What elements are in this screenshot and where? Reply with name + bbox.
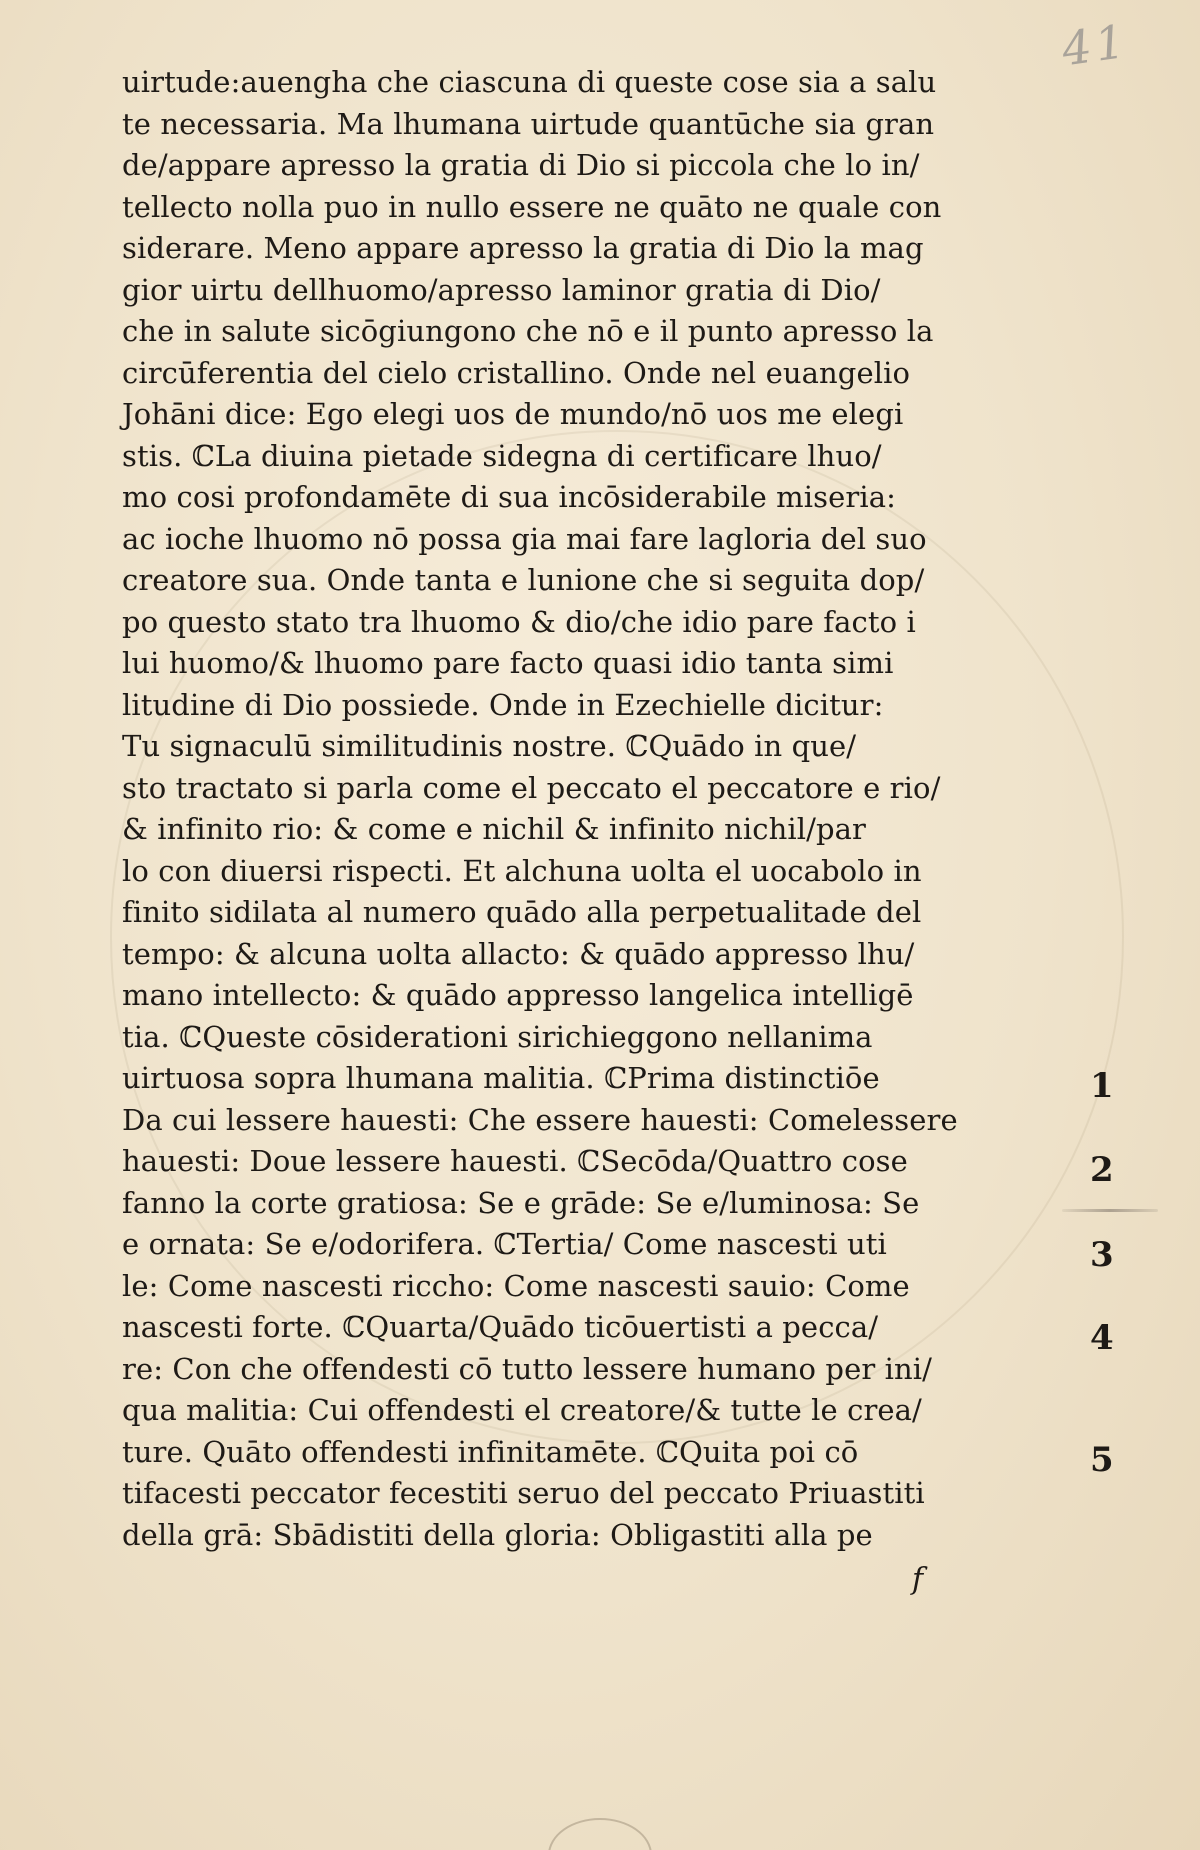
signature-mark: f: [912, 1562, 924, 1597]
text-line: tia. ℂQueste cōsiderationi sirichieggono nellanima: [122, 1019, 873, 1054]
margin-number-5: 5: [1090, 1440, 1114, 1480]
margin-number-1: 1: [1090, 1066, 1114, 1106]
text-line: le: Come nascesti riccho: Come nascesti sauio: Come: [122, 1268, 910, 1303]
text-line: lo con diuersi rispecti. Et alchuna uolta el uocabolo in: [122, 853, 922, 888]
text-line: hauesti: Doue lessere hauesti. ℂSecōda/Quattro cose: [122, 1144, 908, 1178]
text-line: nascesti forte. ℂQuarta/Quādo ticōuertisti a pecca/: [122, 1310, 879, 1344]
text-line: tellecto nolla puo in nullo essere ne quāto ne quale con: [122, 189, 942, 224]
text-line: po questo stato tra lhuomo & dio/che idio pare facto i: [122, 604, 916, 639]
folio-number: 41: [1058, 13, 1132, 77]
text-line: e ornata: Se e/odorifera. ℂTertia/ Come nascesti uti: [122, 1227, 887, 1261]
text-line: siderare. Meno appare apresso la gratia di Dio la mag: [122, 231, 924, 265]
text-line: tifacesti peccator fecestiti seruo del peccato Priuastiti: [122, 1476, 925, 1510]
text-line: della grā: Sbādistiti della gloria: Obligastiti alla pe: [122, 1517, 873, 1552]
text-line: re: Con che offendesti cō tutto lessere humano per ini/: [122, 1351, 933, 1386]
text-line: ture. Quāto offendesti infinitamēte. ℂQuita poi cō: [122, 1434, 859, 1469]
text-line: Tu signaculū similitudinis nostre. ℂQuādo in que/: [122, 729, 857, 763]
paper-mark: [548, 1818, 652, 1850]
text-line: che in salute sicōgiungono che nō e il punto apresso la: [122, 314, 934, 348]
text-line: & infinito rio: & come e nichil & infinito nichil/par: [122, 812, 866, 846]
text-line: te necessaria. Ma lhumana uirtude quantūche sia gran: [122, 106, 935, 141]
margin-number-3: 3: [1090, 1235, 1114, 1275]
text-line: mano intellecto: & quādo appresso langelica intelligē: [122, 978, 914, 1012]
text-line: qua malitia: Cui offendesti el creatore/& tutte le crea/: [122, 1393, 922, 1427]
text-line: stis. ℂLa diuina pietade sidegna di certificare lhuo/: [122, 438, 882, 473]
text-line: fanno la corte gratiosa: Se e grāde: Se e/luminosa: Se: [122, 1185, 920, 1220]
text-line: tempo: & alcuna uolta allacto: & quādo appresso lhu/: [122, 936, 915, 971]
text-line: ac ioche lhuomo nō possa gia mai fare lagloria del suo: [122, 521, 927, 556]
text-line: gior uirtu dellhuomo/apresso laminor gratia di Dio/: [122, 272, 881, 307]
text-line: de/appare apresso la gratia di Dio si piccola che lo in/: [122, 148, 920, 182]
text-line: mo cosi profondamēte di sua incōsiderabile miseria:: [122, 480, 896, 514]
text-line: Da cui lessere hauesti: Che essere hauesti: Comelessere: [122, 1102, 958, 1137]
margin-number-2: 2: [1090, 1150, 1114, 1190]
text-line: finito sidilata al numero quādo alla perpetualitade del: [122, 895, 922, 929]
text-line: lui huomo/& lhuomo pare facto quasi idio tanta simi: [122, 646, 894, 680]
text-line: circūferentia del cielo cristallino. Onde nel euangelio: [122, 355, 911, 390]
margin-number-4: 4: [1090, 1318, 1114, 1358]
text-line: uirtuosa sopra lhumana malitia. ℂPrima distinctiōe: [122, 1061, 880, 1095]
text-line: sto tractato si parla come el peccato el peccatore e rio/: [122, 770, 941, 805]
text-line: creatore sua. Onde tanta e lunione che si seguita dop/: [122, 563, 925, 597]
text-block: [122, 62, 1022, 1556]
text-line: Johāni dice: Ego elegi uos de mundo/nō uos me elegi: [122, 397, 904, 431]
pencil-mark: [1062, 1209, 1158, 1212]
text-line: litudine di Dio possiede. Onde in Ezechielle dicitur:: [122, 687, 884, 722]
text-line: uirtude:auengha che ciascuna di queste cose sia a salu: [122, 65, 937, 99]
